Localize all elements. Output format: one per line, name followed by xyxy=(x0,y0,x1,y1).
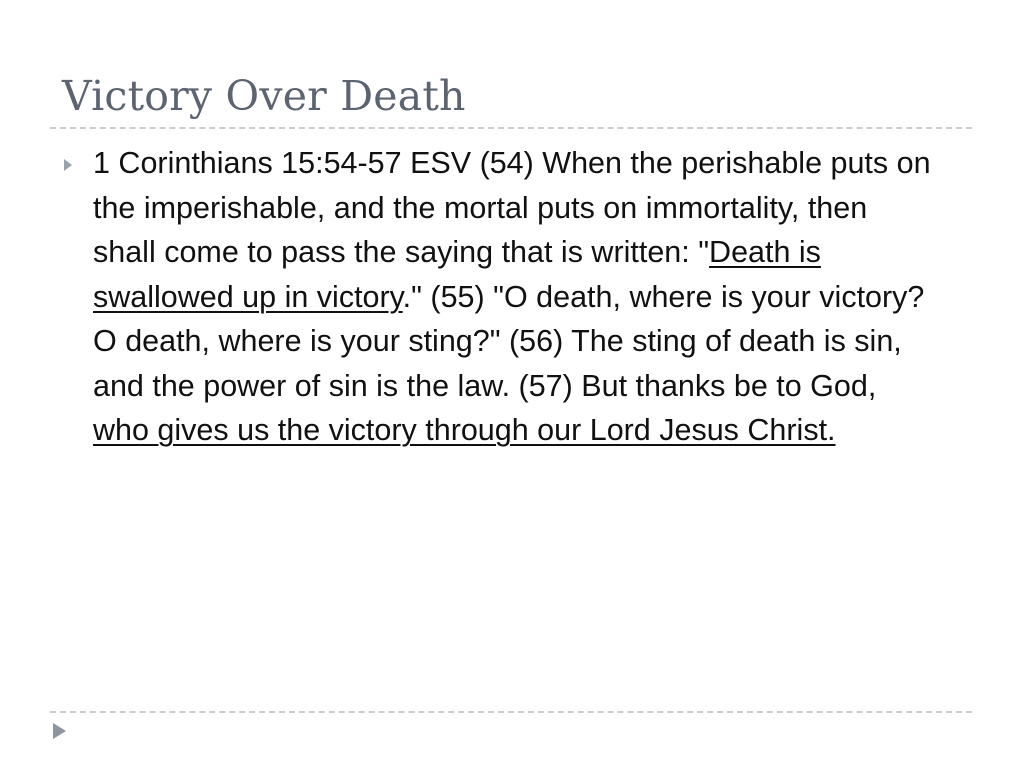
scripture-closing-underlined: who gives us the victory through our Lord Jesus Christ. xyxy=(93,413,836,447)
triangle-bullet-icon xyxy=(61,158,75,172)
scripture-text-1: 1 Corinthians 15:54-57 ESV (54) When the perishable puts on the imperishable, and the mortal puts on immortality, then shall come to pass the saying that is written: " xyxy=(93,146,931,269)
play-arrow-icon[interactable] xyxy=(49,721,69,741)
title-divider xyxy=(50,127,972,129)
scripture-text-2: ." (55) "O death, where is your victory? O death, where is your sting?" (56) The sting of death is sin, and the power of sin is the law. (57) But thanks be to God, xyxy=(93,279,925,403)
slide-title: Victory Over Death xyxy=(62,72,466,120)
footer-divider xyxy=(50,711,972,713)
scripture-quote-underlined: Death is swallowed up in victory xyxy=(93,235,821,314)
scripture-paragraph xyxy=(93,141,933,453)
